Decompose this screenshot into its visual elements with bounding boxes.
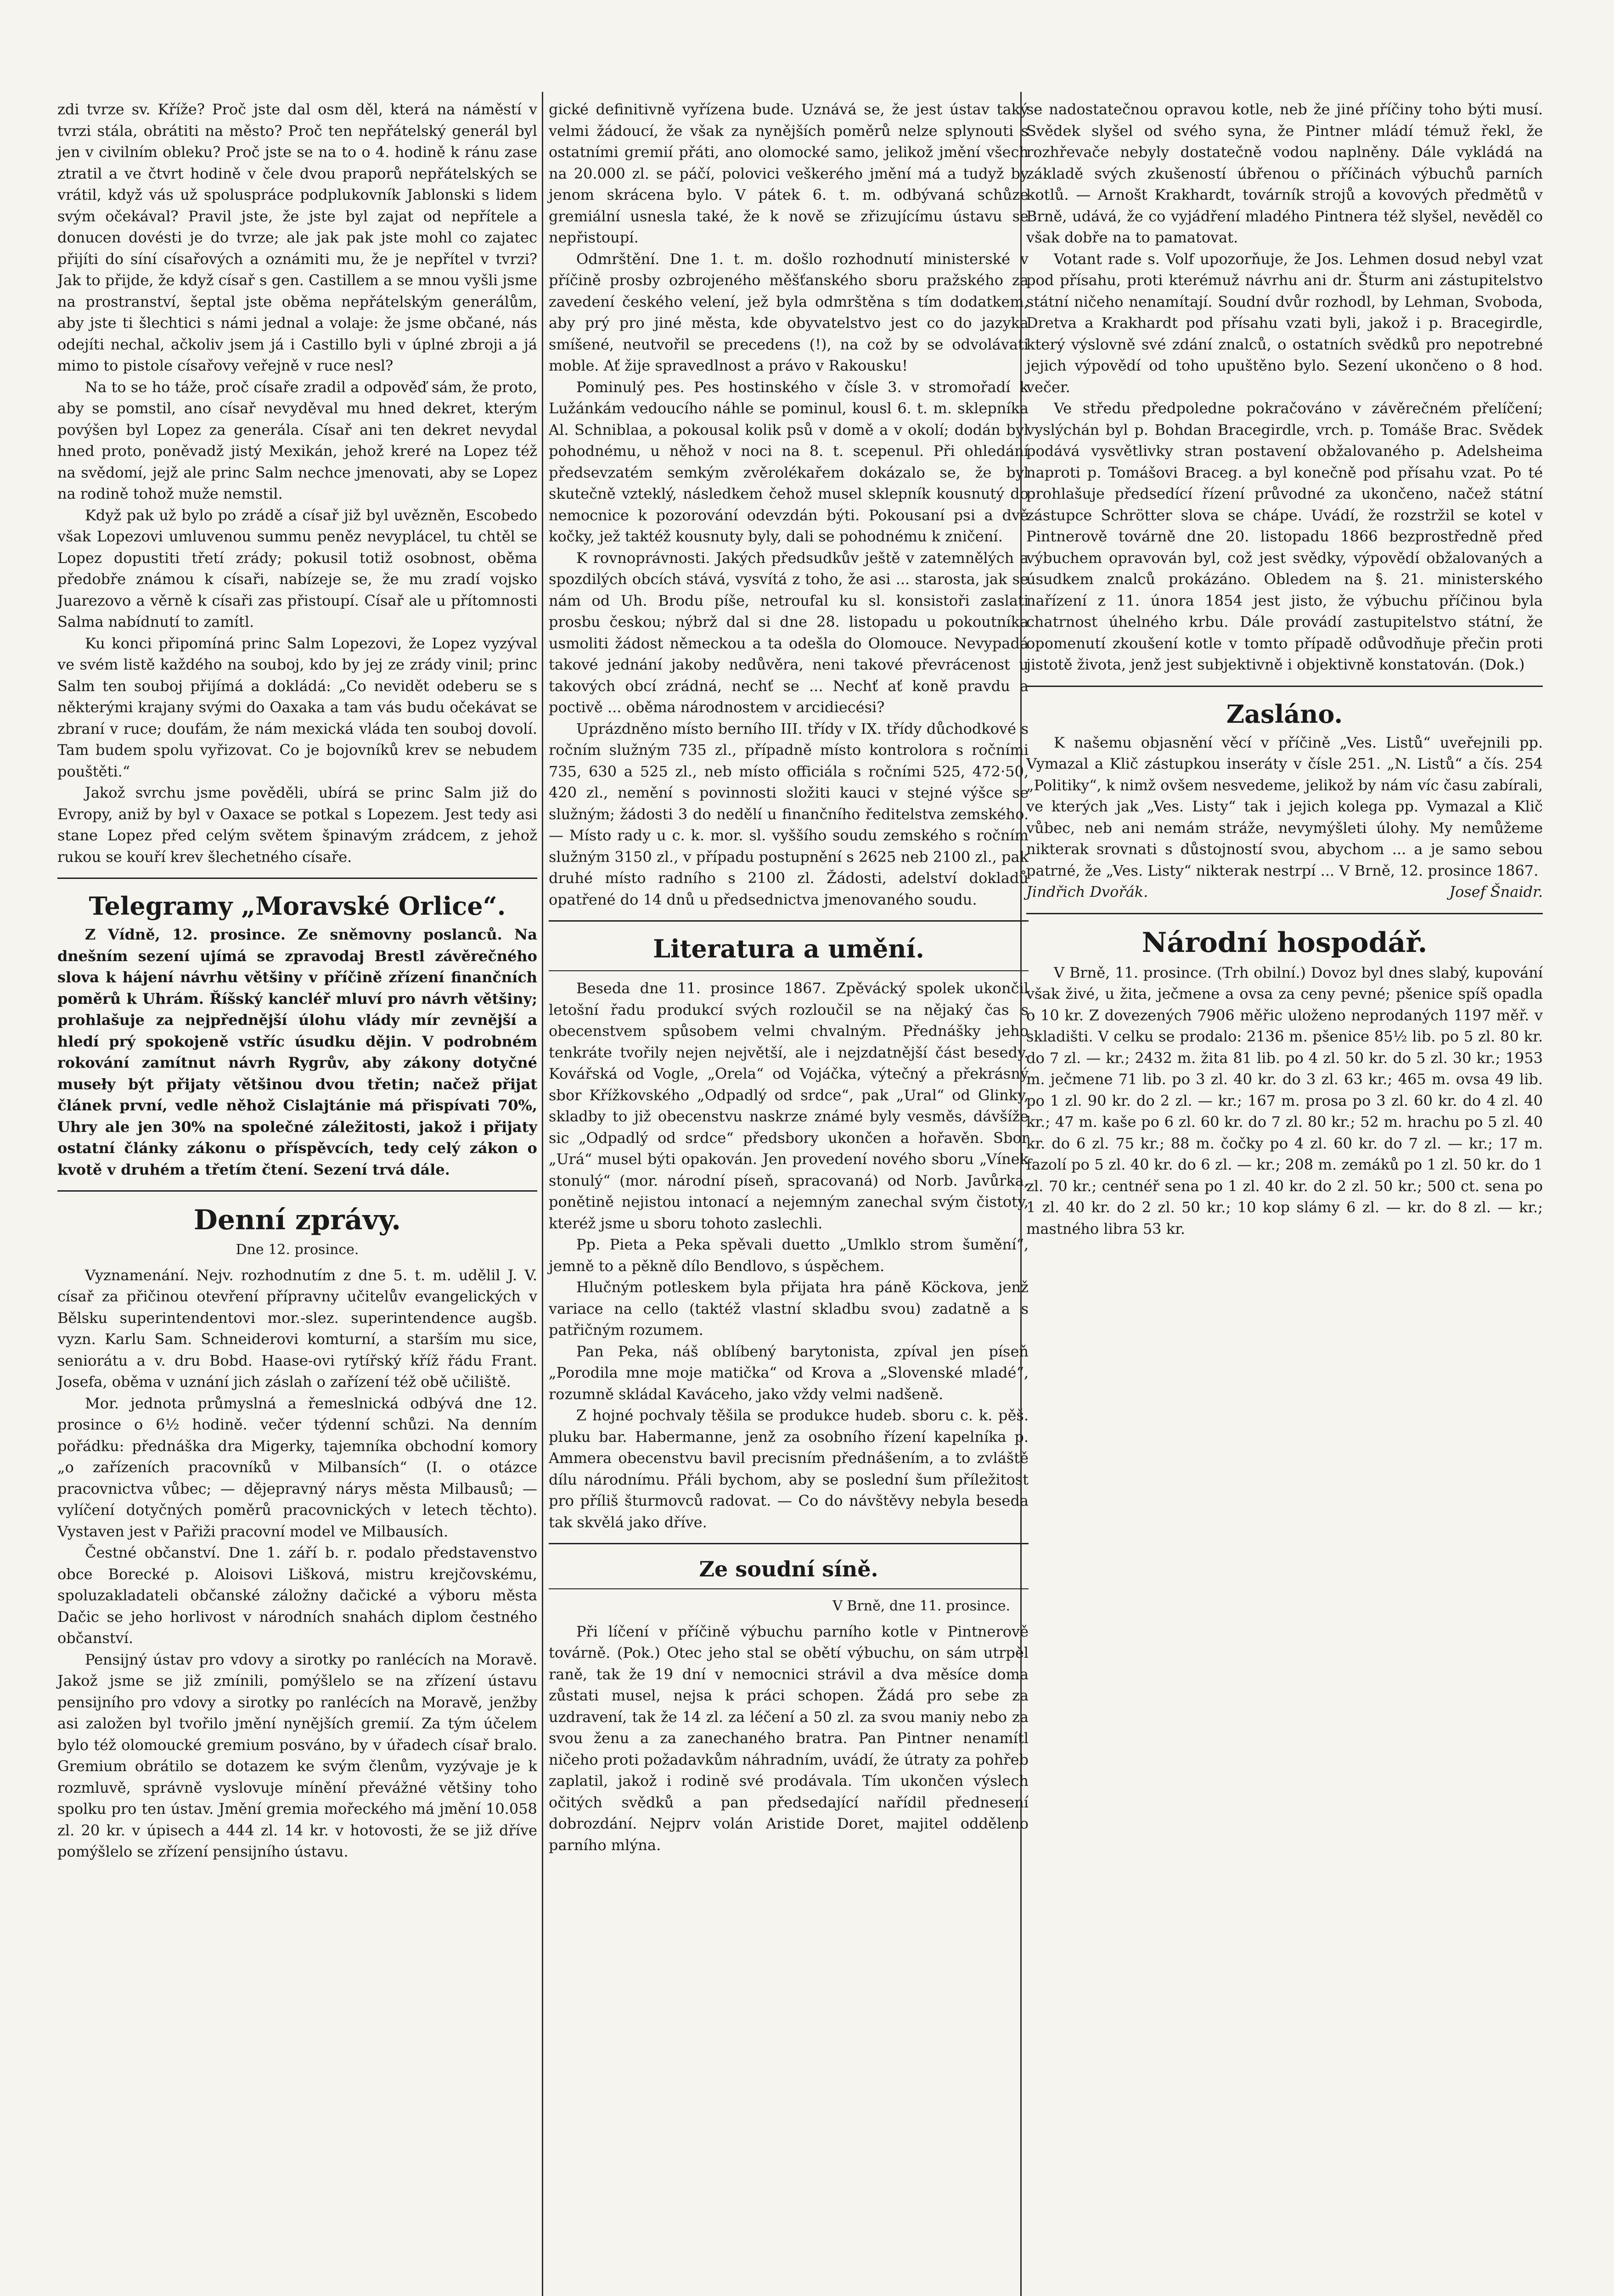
article-paragraph: Votant rade s. Volf upozorňuje, že Jos. Lehmen dosud nebyl vzat pod přísahu, proti kterémuž návrhu ani dr. Šturm ani zástupitelstvo státní ničeho nenamítají. Soudní dvůr rozhodl, by Lehman, Svoboda, Dretva a Krakhardt pod přísahu vzati byli, jakož i p. Bracegirdle, který výslovně své zdání znalců, o ostatních svědků pro nepotrebné jejich výpovědí od toho upuštěno bylo. Sezení ukončeno o 8 hod. večer. <box>1026 250 1543 396</box>
article-paragraph: Ku konci připomíná princ Salm Lopezovi, že Lopez vyzýval ve svém listě každého na souboj, kdo by jej ze zrády vinil; princ Salm ten souboj přijímá a dokládá: „Co nevidět odeberu se s některými krajany svými do Oaxaka a tam vás budu očekávat se zbraní v ruce; doufám, že nám mexická vláda ten souboj dovolí. Tam budem spolu vyřizovat. Co je bojovníků krev se nebudem pouštěti.“ <box>57 634 537 780</box>
signature-left: Jindřich Dvořák. <box>1026 883 1148 900</box>
column-2 <box>549 99 1029 1856</box>
section-divider <box>549 1588 1029 1589</box>
article-paragraph: Když pak už bylo po zrádě a císař již byl uvězněn, Escobedo však Lopezovi umluvenou summu peněz nevyplácel, tu chtěl se Lopez dopustiti třetí zrády; pokusil totiž osobnost, oběma předobře známou k císaři, nabízeje se, že mu zradí vojsko Juarezovo a věrně k císaři zas přistoupí. Císař ale u přítomnosti Salma nabídnutí to zamítl. <box>57 506 537 630</box>
column-1 <box>57 99 537 1863</box>
article-paragraph: Ve středu předpoledne pokračováno v závěrečném přelíčení; vyslýchán byl p. Bohdan Bracegirdle, vrch. p. Tomáše Brac. Svědek podává vysvětlivky stran postavení obžalovaného p. Adelsheima naproti p. Tomášovi Braceg. a byl konečně pod přísahu vzat. Po té prohlašuje předsedící řízení průvodné za ukončeno, načež státní zástupce Schrötter slova se chápe. Uvádí, že rozstržil se kotel v Pintnerově továrně dne 20. listopadu 1866 bezprostředně před výbuchem opravován byl, což jest svědky, výpovědí obžalovaných a úsudkem znalců prokázáno. Obledem na §. 21. ministerského nařízení z 11. února 1854 jest jisto, že výbuchu příčinou byla chatrnost úhelného krbu. Dále provádí zastupitelstvo státní, že opomenutí zkoušení kotle v tomto případě odůvodňuje přečin proti jistotě života, jenž jest subjektivně i objektivně konstatován. (Dok.) <box>1026 400 1543 673</box>
section-date: Dne 12. prosince. <box>236 1242 359 1258</box>
column-3 <box>1026 99 1543 1239</box>
section-title-zaslano: Zasláno. <box>1226 699 1343 729</box>
section-divider <box>549 1543 1029 1544</box>
article-paragraph: gické definitivně vyřízena bude. Uznává se, že jest ústav taký velmi žádoucí, že však za nynějších poměrů nelze splynouti s ostatními gremií přáti, ano olomocké samo, jelikož jmění všech na 20.000 zl. se páčí, polovici veškerého jmění má a tudyž by jenom skrácena bylo. V pátek 6. t. m. odbývaná schůze gremiální usnesla také, že k nově se zřizujícímu ústavu se nepřistoupí. <box>549 101 1029 246</box>
article-paragraph: Pp. Pieta a Peka spěvali duetto „Umlklo strom šumění“, jemně to a pěkně dílo Bendlovo, s úspěchem. <box>549 1236 1029 1275</box>
section-title-daily-news: Denní zprávy. <box>193 1204 401 1236</box>
article-paragraph: Hlučným potleskem byla přijata hra páně Köckova, jenž variace na cello (taktéž vlastní skladbu svou) zadatně a s patřičným rozumem. <box>549 1278 1029 1339</box>
news-item: Čestné občanství. Dne 1. září b. r. podalo představenstvo obce Borecké p. Aloisovi Lišková, mistru krejčovskému, spoluzakladateli občanské záložny dačické a výboru města Dačic se jeho horlivost v národních snahách diplom čestného občanství. <box>57 1544 537 1647</box>
article-paragraph: Jakož svrchu jsme pověděli, ubírá se princ Salm již do Evropy, aniž by byl v Oaxace se potkal s Lopezem. Jest tedy asi stane Lopez před celým světem špinavým zrádcem, z jehož rukou se kouří krev šlechetného císaře. <box>57 784 537 866</box>
news-item: Uprázdněno místo berního III. třídy v IX. třídy důchodkové s ročním služným 735 zl., případně místo kontrolora s ročními 735, 630 a 525 zl., neb místo officiála s ročními 525, 472·50, 420 zl., nemění s povinnosti složiti kauci v stejné výšce se služným; žádosti 3 do nedělí u finančního ředitelstva zemského. — Místo rady u c. k. mor. sl. vyššího soudu zemského s ročním služným 3150 zl., v případu postupnění s 2625 neb 2100 zl., pak druhé místo radního s 2100 zl. Žádosti, adelství dokladů opatřené do 14 dnů u předsednictva jmenovaného soudu. <box>549 720 1029 908</box>
news-item: Pominulý pes. Pes hostinského v čísle 3. v stromořadí k Lužánkám vedoucího náhle se pominul, kousl 6. t. m. sklepníka Al. Schniblaa, a pokousal kolik psů v domě a v okolí; dodán byl pohodnému, u něhož v noci na 8. t. scepenul. Při ohledání předsevzatém semkým zvěrolékařem dokázalo se, že byl skutečně vzteklý, následkem čehož musel sklepník kousnutý do nemocnice k pozorování odevzdán býti. Pokousaní psi a dvě kočky, jež taktéž kousnuty byly, dali se pohodnému k zničení. <box>549 378 1029 545</box>
section-date: V Brně, dne 11. prosince. <box>832 1598 1010 1614</box>
signature-line <box>1026 881 1543 903</box>
section-divider <box>549 920 1029 922</box>
column-rule-left <box>542 92 543 2296</box>
section-divider <box>549 970 1029 971</box>
section-divider <box>57 1190 537 1192</box>
section-divider <box>1026 913 1543 914</box>
article-paragraph: Pan Peka, náš oblíbený barytonista, zpíval jen píseň „Porodila mne moje matička“ od Krova a „Slovenské mladé“, rozumně skládal Kaváceho, jako vždy velmi nadšeně. <box>549 1342 1029 1403</box>
article-paragraph: K našemu objasnění věcí v příčině „Ves. Listů“ uveřejnili pp. Vymazal a Klič zástupkou inseráty v čísle 251. „N. Listů“ a čís. 254 „Politiky“, k nimž ovšem nesvedeme, jelikož by nám víc času zabírali, ve kterých jak „Ves. Listy“ tak i jejich kolega pp. Vymazal a Klič vůbec, neb ani nemám stráže, nevymýšleti úlohy. My nemůžeme nikterak srovnati s důstojností svou, abychom ... a je samo sebou patrné, že „Ves. Listy“ nikterak nestrpí ... V Brně, 12. prosince 1867. <box>1026 733 1543 879</box>
news-item: Vyznamenání. Nejv. rozhodnutím z dne 5. t. m. udělil J. V. císař za přičinou otevření přípravny učitelův evangelických v Bělsku superintendentovi mor.-slez. superintendence augšb. vyzn. Karlu Sam. Schneiderovi komturní, a starším mu sice, seniorátu a v. dru Bobd. Haase-ovi rytířský kříž řádu Frant. Josefa, oběma v uznání jich záslah o zařízení též obě učiliště. <box>57 1266 537 1390</box>
section-title-court: Ze soudní síně. <box>699 1557 878 1581</box>
signature-right: Josef Šnaidr. <box>1449 883 1543 900</box>
news-item: Pensijný ústav pro vdovy a sirotky po ranlécích na Moravě. Jakož jsme se již zmínili, pomýšlelo se na zřízení ústavu pensijního pro vdovy a sirotky po ranlécích na Moravě, jenžby asi založen byl tvořilo jmění nynějších gremií. Za tým účelem bylo též olomoucké gremium posváno, by v úřadech císař bralo. Gremium obrátilo se dotazem ke svým členům, vyzývaje je k rozmluvě, správně vyslovuje mínění převážné většiny toho spolku pro ten ústav. Jmění gremia mořeckého má jmění 10.058 zl. 20 kr. v úpisech a 444 zl. 14 kr. v hotovosti, že se již dříve pomýšlelo se zřízení pensijního ústavu. <box>57 1650 537 1860</box>
article-paragraph: Při líčení v příčině výbuchu parního kotle v Pintnerově továrně. (Pok.) Otec jeho stal se obětí výbuchu, on sám utrpěl raně, tak že 19 dní v nemocnici strávil a dva měsíce doma zůstati musel, nejsa k práci schopen. Žádá pro sebe za uzdravení, tak že 14 zl. za léčení a 50 zl. za svou maniy nebo za svou ženu a za zanechaného bratra. Pan Pintner nenamítl ničeho proti požadavkům náhradním, uvádí, že útraty za pohřeb zaplatil, jakož i rodině své prodávala. Tím ukončen výslech očitých svědků a pan předsedající nařídil přednesení dobrozdání. Nejprv volán Aristide Doret, majitel odděleno parního mlýna. <box>549 1622 1029 1854</box>
telegram-text: Z Vídně, 12. prosince. Ze sněmovny poslanců. Na dnešním sezení ujímá se zpravodaj Brestl závěrečného slova k hájení návrhu většiny v příčině zřízení finančních poměrů k Uhrám. Říšský kancléř mluví pro návrh většiny; prohlašuje za nejpřednější úlohu vlády mír zevnější a hledí prý spokojeně vstříc úsudku dějin. V podrobném rokování zamítnut návrh Rygrův, aby zákony dotyčné museły být přijaty většinou dvou třetin; načež přijat článek první, vedle něhož Cislajtánie má přispívati 70%, Uhry ale jen 30% na společné záležitosti, jakož i přijaty ostatní články zákonu o příspěvcích, tedy celý zákon o kvotě v druhém a třetím čtení. Sezení trvá dále. <box>57 926 537 1178</box>
section-divider <box>1026 686 1543 687</box>
section-divider <box>57 878 537 879</box>
article-paragraph: se nadostatečnou opravou kotle, neb že jiné příčiny toho býti musí. Svědek slyšel od svého syna, že Pintner mládí témuž řekl, že rozhřevače nebyly dostatečně vodou naplněny. Dále vykládá na základě svých zkušeností úbřenou o příčinách výbuchů parních kotlů. — Arnošt Krakhardt, továrník strojů a kovových předmětů v Brně, udává, že co vyjádření mladého Pintnera též slyšel, nevěděl co však dobře na to pamatovat. <box>1026 101 1543 246</box>
article-paragraph: Na to se ho táže, proč císaře zradil a odpověď sám, že proto, aby se pomstil, ano císař nevyděval mu hned dekret, kterým povýšen byl Lopez za generála. Císař ani ten dekret nevydal hned proto, poněvadž jistý Mexikán, jehož kreré na Lopez též na svědomí, jejž ale princ Salm nechce jmenovati, aby se Lopez na rodině tohož muže nemstil. <box>57 378 537 502</box>
article-paragraph: Z hojné pochvaly těšila se produkce hudeb. sboru c. k. pěš. pluku bar. Habermanne, jenž za osobního řízení kapelníka p. Ammera obecenstvu bavil precisním přednášením, a to zvláště dílu národnímu. Přáli bychom, aby se poslední šum příležitost pro příliš šturmovců radovat. — Co do návštěvy nebyla beseda tak skvělá jako dříve. <box>549 1407 1029 1531</box>
section-title-economy: Národní hospodář. <box>1142 926 1428 959</box>
news-item: Odmrštění. Dne 1. t. m. došlo rozhodnutí ministerské v příčině prosby ozbrojeného měšťanského sboru pražského za zavedení českého velení, jež byla odmrštěna s tím dodatkem, aby prý pro jiné města, kde obyvatelstvo jest co do jazyka smíšené, neutvořil se precedens (!), na což by se odvolávati moble. Ať žije spravedlnost a právo v Rakousku! <box>549 250 1029 374</box>
article-paragraph: V Brně, 11. prosince. (Trh obilní.) Dovoz byl dnes slabý, kupování však živé, u žita, ječmene a ovsa za ceny pevné; pšenice spíš opadla o 10 kr. Z dovezených 7906 měřic uloženo neprodaných 1197 měř. v skladišti. V celku se prodalo: 2136 m. pšenice 85½ lib. po 5 zl. 80 kr. do 7 zl. — kr.; 2432 m. žita 81 lib. po 4 zl. 50 kr. do 5 zl. 30 kr.; 1953 m. ječmene 71 lib. po 3 zl. 40 kr. do 3 zl. 63 kr.; 465 m. ovsa 49 lib. po 1 zl. 90 kr. do 2 zl. — kr.; 167 m. prosa po 3 zl. 60 kr. do 4 zl. 40 kr.; 47 m. kaše po 6 zl. 60 kr. do 7 zl. 80 kr.; 52 m. hrachu po 5 zl. 40 kr. do 6 zl. 75 kr.; 88 m. čočky po 4 zl. 60 kr. do 7 zl. — kr.; 17 m. fazolí po 5 zl. 40 kr. do 6 zl. — kr.; 208 m. zemáků po 1 zl. 50 kr. do 1 zl. 70 kr.; centnéř sena po 1 zl. 40 kr. do 2 zl. 50 kr.; 500 ct. sena po 1 zl. 40 kr. do 2 zl. 50 kr.; 10 kop slámy 6 zl. — kr. do 8 zl. — kr.; mastného libra 53 kr. <box>1026 963 1543 1238</box>
article-paragraph: zdi tvrze sv. Kříže? Proč jste dal osm děl, která na náměstí v tvrzi stála, obrátiti na město? Proč ten nepřátelský generál byl jen v civilním obleku? Proč jste se na to o 4. hodině k ránu zase ztratil a ve čtvrt hodině v čele dvou praporů nepřátelských se vrátil, když vás už spoluspráce podplukovník Jablonski s lidem svým očekával? Pravil jste, že jste byl zajat od nepřítele a donucen dovésti je do tvrze; ale jak pak jste mohl co zajatec přijíti do síní císařových a oznámiti mu, že je nepřítel v tvrzi? Jak to přijde, že když císař s gen. Castillem a se mnou vyšli jsme na prostranství, šeptal jste oběma nepřátelským generálům, aby jste ti šlechtici s námi jednal a volaje: že jsme občané, nás odejíti nechal, ačkoliv jsem já i Castillo byli v úplné zbroji a já mimo to pistole císařovy veřejně v ruce nesl? <box>57 101 537 374</box>
section-title-telegrams: Telegramy „Moravské Orlice“. <box>89 891 506 921</box>
news-item: Mor. jednota průmyslná a řemeslnická odbývá dne 12. prosince o 6½ hodině. večer týdenní schůzi. Na denním pořádku: přednáška dra Migerky, tajemníka obchodní komory „o zařízeních pracovníků v Milbansích“ (I. o otázce pracovnictva vůbec; — dějepravný nárys města Milbausů; — vylíčení dotyčných poměrů pracovnických v letech těchto). Vystaven jest v Pařiži pracovní model ve Milbausích. <box>57 1394 537 1540</box>
section-title-literature: Literatura a umění. <box>653 934 924 963</box>
article-paragraph: Beseda dne 11. prosince 1867. Zpěvácký spolek ukončil letošní řadu produkcí svých rozloučil se na nějaký čas s obecenstvem spůsobem velmi chvalným. Přednášky jeho tenkráte tvořily nejen největší, ale i nejzdatnější část besedy. Kovářská od Vogle, „Orela“ od Vojáčka, výtečný a překrásný sbor Křížkovského „Odpadlý od srdce“, pak „Ural“ od Glinky, skladby to již obecenstvu naskrze známé byly vesměs, dávšíže sic „Odpadlý od srdce“ předsbory ukončen a hořavěn. Sbor „Urá“ musel býti opakován. Jen provedení nového sboru „Vínek stonulý“ (mor. národní píseň, spracovaná) od Norb. Javůrka, ponětině nejistou intonací a nejemným zanechal svým čistoty, kteréž jsme u sboru tohoto zaslechli. <box>549 979 1029 1232</box>
news-item: K rovnoprávnosti. Jakých předsudkův ještě v zatemnělých a spozdilých obcích stává, vysvítá z toho, že asi ... starosta, jak se nám od Uh. Brodu píše, netroufal ku sl. konsistoři zaslati prosbu českou; nýbrž dal si dne 28. listopadu u pokoutníka usmoliti žádost německou a ta odešla do Olomouce. Nevypadá takové jednání jakoby nedůvěra, neni takové převrácenost u takových obcí zrádná, nechť se ... Nechť ať koně pravdu a poctivě ... oběma národnostem v arcidiecési? <box>549 549 1029 716</box>
